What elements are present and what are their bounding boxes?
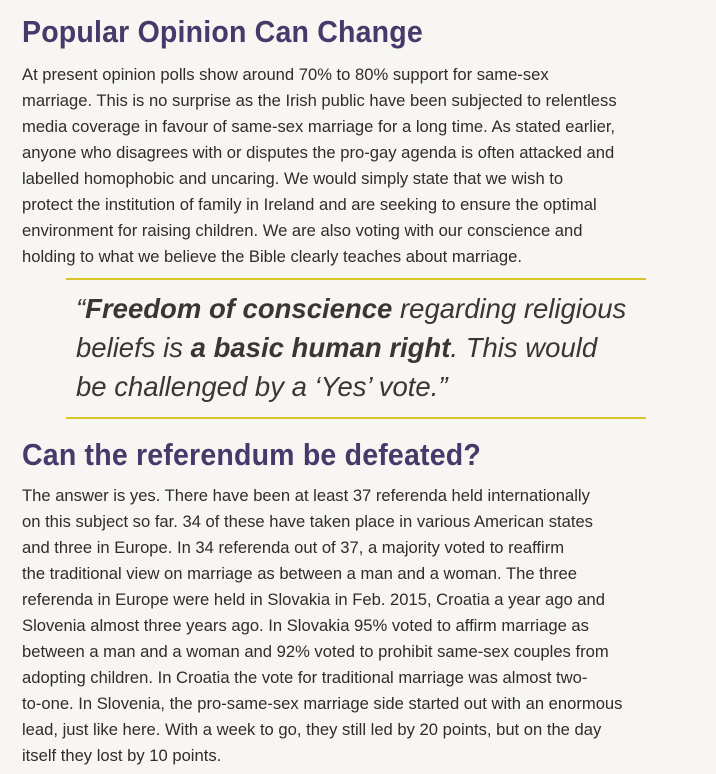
pullquote-text: beliefs is (76, 332, 191, 363)
paragraph-line: labelled homophobic and uncaring. We would simply state that we wish to (22, 169, 564, 188)
paragraph-line: media coverage in favour of same-sex marriage for a long time. As stated earlier, (22, 117, 616, 136)
section-heading-referendum: Can the referendum be defeated? (22, 437, 481, 472)
pullquote (76, 289, 676, 406)
pullquote-text: . This would (450, 332, 598, 363)
pullquote-top-rule (66, 278, 646, 280)
pullquote-line-1 (76, 289, 676, 328)
paragraph-line: adopting children. In Croatia the vote for traditional marriage was almost two- (22, 668, 588, 687)
pullquote-emphasis-right: a basic human right (190, 332, 451, 363)
paragraph-line: At present opinion polls show around 70% to 80% support for same-sex (22, 65, 549, 84)
paragraph-line: and three in Europe. In 34 referenda out of 37, a majority voted to reaffirm (22, 538, 565, 557)
paragraph-line: The answer is yes. There have been at least 37 referenda held internationally (22, 486, 590, 505)
paragraph-line: to-one. In Slovenia, the pro-same-sex marriage side started out with an enormous (22, 694, 623, 713)
pullquote-line-2 (76, 328, 676, 367)
paragraph-line: environment for raising children. We are also voting with our conscience and (22, 221, 583, 240)
paragraph-line: between a man and a woman and 92% voted to prohibit same-sex couples from (22, 642, 609, 661)
paragraph-line: holding to what we believe the Bible clearly teaches about marriage. (22, 247, 522, 266)
pullquote-open-mark: “ (76, 293, 86, 324)
pullquote-emphasis-freedom: Freedom of conscience (85, 293, 393, 324)
pullquote-text: regarding religious (392, 293, 627, 324)
paragraph-line: lead, just like here. With a week to go, they still led by 20 points, but on the day (22, 720, 602, 739)
paragraph-line: on this subject so far. 34 of these have taken place in various American states (22, 512, 593, 531)
paragraph-line: the traditional view on marriage as between a man and a woman. The three (22, 564, 577, 583)
paragraph-line: itself they lost by 10 points. (22, 746, 222, 765)
paragraph-popular-opinion (22, 62, 712, 270)
pullquote-line-3: be challenged by a ‘Yes’ vote.” (76, 371, 448, 402)
section-heading-popular-opinion: Popular Opinion Can Change (22, 14, 423, 49)
paragraph-line: protect the institution of family in Ireland and are seeking to ensure the optimal (22, 195, 597, 214)
paragraph-line: marriage. This is no surprise as the Irish public have been subjected to relentless (22, 91, 617, 110)
paragraph-line: referenda in Europe were held in Slovakia in Feb. 2015, Croatia a year ago and (22, 590, 605, 609)
pullquote-bottom-rule (66, 417, 646, 419)
paragraph-line: Slovenia almost three years ago. In Slovakia 95% voted to affirm marriage as (22, 616, 589, 635)
paragraph-line: anyone who disagrees with or disputes the pro-gay agenda is often attacked and (22, 143, 615, 162)
paragraph-referendum (22, 483, 712, 769)
